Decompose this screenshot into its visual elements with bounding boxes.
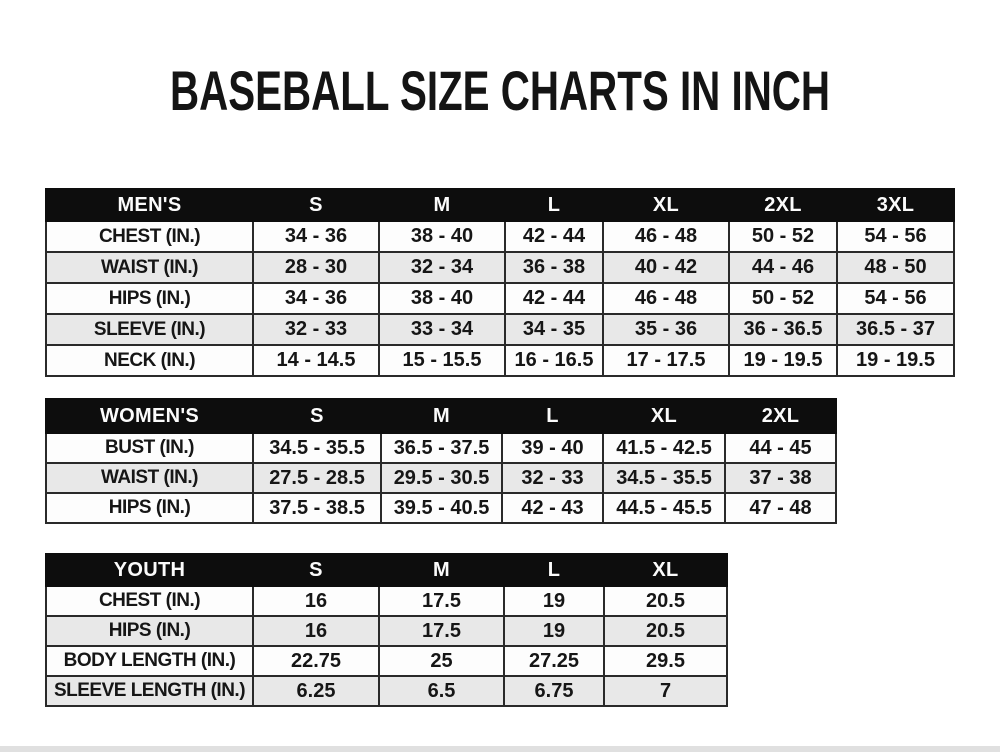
size-value-cell: 44 - 45 <box>725 433 836 463</box>
column-header: XL <box>604 554 727 586</box>
size-value-cell: 50 - 52 <box>729 221 837 252</box>
table-row <box>46 433 836 463</box>
size-value-cell: 29.5 <box>604 646 727 676</box>
size-value-cell: 42 - 43 <box>502 493 603 523</box>
size-value-cell: 54 - 56 <box>837 283 954 314</box>
mens-size-table <box>45 188 955 377</box>
size-value-cell: 36 - 36.5 <box>729 314 837 345</box>
row-label: WAIST (IN.) <box>46 252 253 283</box>
size-value-cell: 17 - 17.5 <box>603 345 729 376</box>
size-value-cell: 7 <box>604 676 727 706</box>
size-value-cell: 20.5 <box>604 616 727 646</box>
size-value-cell: 22.75 <box>253 646 379 676</box>
table-row <box>46 586 727 616</box>
womens-table-header <box>46 399 836 433</box>
size-value-cell: 36.5 - 37 <box>837 314 954 345</box>
size-value-cell: 44 - 46 <box>729 252 837 283</box>
size-value-cell: 16 <box>253 586 379 616</box>
column-header: S <box>253 189 379 221</box>
column-header: L <box>502 399 603 433</box>
size-value-cell: 17.5 <box>379 586 504 616</box>
size-value-cell: 38 - 40 <box>379 221 505 252</box>
size-value-cell: 27.5 - 28.5 <box>253 463 381 493</box>
row-label: WAIST (IN.) <box>46 463 253 493</box>
header-row <box>46 399 836 433</box>
size-value-cell: 46 - 48 <box>603 283 729 314</box>
size-value-cell: 6.5 <box>379 676 504 706</box>
row-label: NECK (IN.) <box>46 345 253 376</box>
size-value-cell: 50 - 52 <box>729 283 837 314</box>
size-value-cell: 34.5 - 35.5 <box>253 433 381 463</box>
column-header: L <box>505 189 603 221</box>
size-value-cell: 19 - 19.5 <box>837 345 954 376</box>
size-value-cell: 19 <box>504 586 604 616</box>
size-value-cell: 33 - 34 <box>379 314 505 345</box>
table-row <box>46 616 727 646</box>
row-label: BODY LENGTH (IN.) <box>46 646 253 676</box>
column-header: WOMEN'S <box>46 399 253 433</box>
size-value-cell: 40 - 42 <box>603 252 729 283</box>
column-header: 2XL <box>729 189 837 221</box>
table-row <box>46 252 954 283</box>
table-row <box>46 221 954 252</box>
row-label: HIPS (IN.) <box>46 616 253 646</box>
size-value-cell: 38 - 40 <box>379 283 505 314</box>
column-header: S <box>253 554 379 586</box>
row-label: BUST (IN.) <box>46 433 253 463</box>
size-value-cell: 32 - 33 <box>253 314 379 345</box>
size-value-cell: 44.5 - 45.5 <box>603 493 725 523</box>
row-label: CHEST (IN.) <box>46 586 253 616</box>
size-value-cell: 16 <box>253 616 379 646</box>
table-row <box>46 345 954 376</box>
size-value-cell: 41.5 - 42.5 <box>603 433 725 463</box>
size-value-cell: 32 - 33 <box>502 463 603 493</box>
size-value-cell: 19 - 19.5 <box>729 345 837 376</box>
column-header: S <box>253 399 381 433</box>
size-value-cell: 29.5 - 30.5 <box>381 463 502 493</box>
size-value-cell: 35 - 36 <box>603 314 729 345</box>
mens-table-header <box>46 189 954 221</box>
size-value-cell: 27.25 <box>504 646 604 676</box>
row-label: HIPS (IN.) <box>46 493 253 523</box>
size-value-cell: 46 - 48 <box>603 221 729 252</box>
size-value-cell: 39.5 - 40.5 <box>381 493 502 523</box>
size-value-cell: 20.5 <box>604 586 727 616</box>
column-header: L <box>504 554 604 586</box>
column-header: XL <box>603 399 725 433</box>
table-row <box>46 646 727 676</box>
page-title: BASEBALL SIZE CHARTS IN INCH <box>169 59 831 122</box>
row-label: SLEEVE (IN.) <box>46 314 253 345</box>
youth-size-table <box>45 553 728 707</box>
size-value-cell: 17.5 <box>379 616 504 646</box>
size-value-cell: 54 - 56 <box>837 221 954 252</box>
size-value-cell: 6.25 <box>253 676 379 706</box>
size-value-cell: 16 - 16.5 <box>505 345 603 376</box>
size-value-cell: 36.5 - 37.5 <box>381 433 502 463</box>
column-header: XL <box>603 189 729 221</box>
column-header: M <box>379 189 505 221</box>
header-row <box>46 189 954 221</box>
size-value-cell: 34 - 36 <box>253 283 379 314</box>
size-value-cell: 6.75 <box>504 676 604 706</box>
size-value-cell: 37.5 - 38.5 <box>253 493 381 523</box>
row-label: HIPS (IN.) <box>46 283 253 314</box>
table-row <box>46 493 836 523</box>
row-label: CHEST (IN.) <box>46 221 253 252</box>
column-header: 3XL <box>837 189 954 221</box>
row-label: SLEEVE LENGTH (IN.) <box>46 676 253 706</box>
womens-table-body <box>46 433 836 523</box>
size-value-cell: 37 - 38 <box>725 463 836 493</box>
table-row <box>46 463 836 493</box>
youth-table-body <box>46 586 727 706</box>
size-value-cell: 42 - 44 <box>505 221 603 252</box>
header-row <box>46 554 727 586</box>
column-header: M <box>379 554 504 586</box>
size-value-cell: 34.5 - 35.5 <box>603 463 725 493</box>
size-value-cell: 48 - 50 <box>837 252 954 283</box>
womens-size-table <box>45 398 837 524</box>
size-value-cell: 28 - 30 <box>253 252 379 283</box>
scan-edge-artifact <box>0 746 1000 752</box>
size-value-cell: 15 - 15.5 <box>379 345 505 376</box>
size-value-cell: 42 - 44 <box>505 283 603 314</box>
column-header: MEN'S <box>46 189 253 221</box>
size-value-cell: 14 - 14.5 <box>253 345 379 376</box>
size-value-cell: 32 - 34 <box>379 252 505 283</box>
column-header: YOUTH <box>46 554 253 586</box>
size-value-cell: 39 - 40 <box>502 433 603 463</box>
youth-table-header <box>46 554 727 586</box>
size-value-cell: 34 - 36 <box>253 221 379 252</box>
mens-table-body <box>46 221 954 376</box>
table-row <box>46 283 954 314</box>
size-value-cell: 47 - 48 <box>725 493 836 523</box>
table-row <box>46 676 727 706</box>
size-value-cell: 19 <box>504 616 604 646</box>
column-header: M <box>381 399 502 433</box>
size-value-cell: 25 <box>379 646 504 676</box>
size-value-cell: 36 - 38 <box>505 252 603 283</box>
column-header: 2XL <box>725 399 836 433</box>
size-value-cell: 34 - 35 <box>505 314 603 345</box>
table-row <box>46 314 954 345</box>
